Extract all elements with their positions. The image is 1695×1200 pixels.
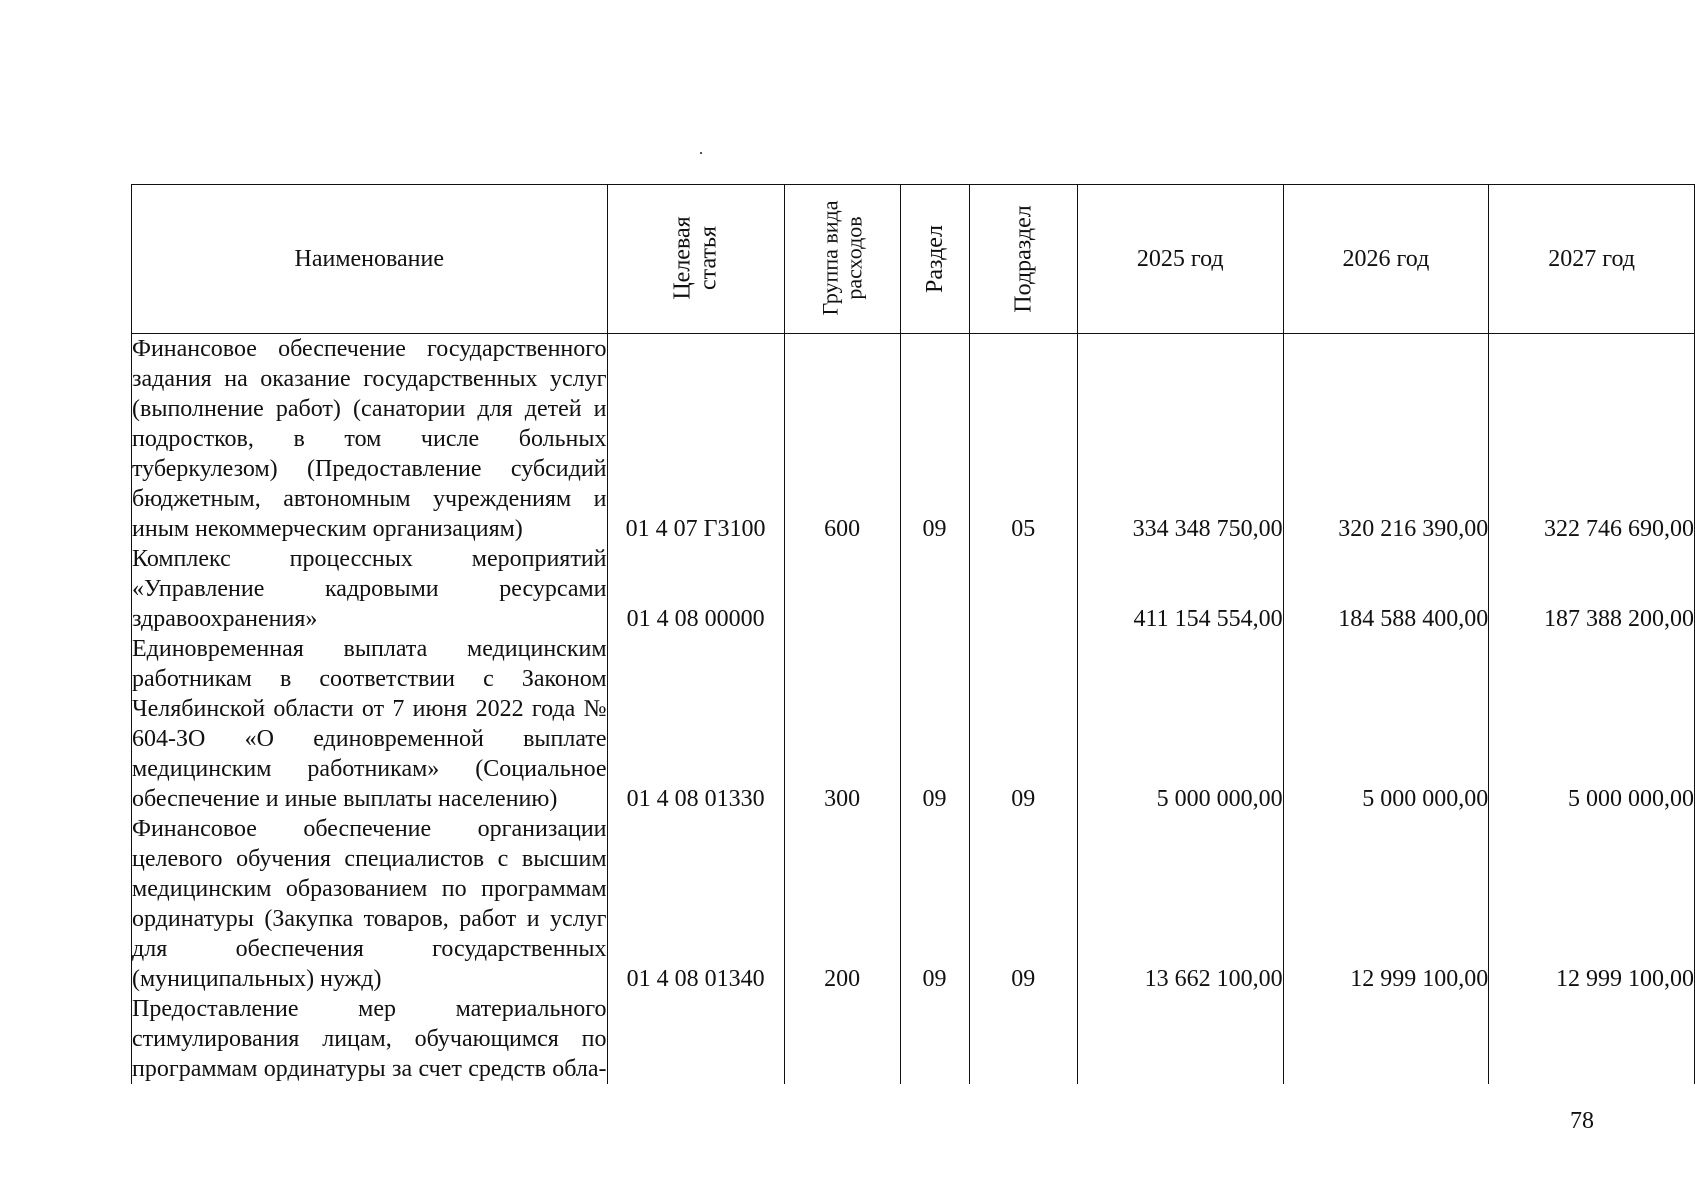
table-row bbox=[132, 334, 1695, 545]
table-row bbox=[132, 814, 1695, 994]
header-expense-group: Группа вида расходов bbox=[784, 185, 900, 334]
header-name: Наименование bbox=[132, 185, 608, 334]
row-2026: 320 216 390,00 bbox=[1283, 334, 1489, 545]
row-2025 bbox=[1077, 994, 1283, 1084]
row-2027: 12 999 100,00 bbox=[1489, 814, 1695, 994]
row-section: 09 bbox=[900, 634, 969, 814]
row-section: 09 bbox=[900, 814, 969, 994]
row-group bbox=[784, 544, 900, 634]
row-2027: 5 000 000,00 bbox=[1489, 634, 1695, 814]
row-subsection: 09 bbox=[969, 814, 1077, 994]
row-name: Комплекс процессных мероприятий «Управление кадровыми ресурсами здравоохранения» bbox=[132, 546, 607, 632]
row-section bbox=[900, 994, 969, 1084]
table-row bbox=[132, 544, 1695, 634]
row-code: 01 4 08 01340 bbox=[607, 814, 784, 994]
row-group: 300 bbox=[784, 634, 900, 814]
header-subsection: Подраздел bbox=[969, 185, 1077, 334]
row-2026: 12 999 100,00 bbox=[1283, 814, 1489, 994]
header-target-article: Целевая статья bbox=[607, 185, 784, 334]
row-name: Единовременная выплата медицинским работникам в соответствии с Законом Челябинской области от 7 июня 2022 года № 604-ЗО «О единовременной выплате медицинским работникам» (Социальное обеспечение и иные выплаты населению) bbox=[132, 636, 607, 812]
row-subsection bbox=[969, 994, 1077, 1084]
page-number: 78 bbox=[1570, 1108, 1594, 1134]
budget-table bbox=[131, 184, 1695, 1084]
row-code: 01 4 07 Г3100 bbox=[607, 334, 784, 545]
row-name: Предоставление мер материального стимулирования лицам, обучающимся по программам ординатуры за счет средств обла- bbox=[132, 996, 607, 1082]
row-2026 bbox=[1283, 994, 1489, 1084]
table-row bbox=[132, 994, 1695, 1084]
row-name: Финансовое обеспечение государственного задания на оказание государственных услуг (выполнение работ) (санатории для детей и подростков, в том числе больных туберкулезом) (Предоставление субсидий бюджетным, автономным учреждениям и иным некоммерческим организациям) bbox=[132, 334, 608, 545]
row-2027: 187 388 200,00 bbox=[1489, 544, 1695, 634]
row-section bbox=[900, 544, 969, 634]
header-section: Раздел bbox=[900, 185, 969, 334]
row-2027 bbox=[1489, 994, 1695, 1084]
row-code bbox=[607, 994, 784, 1084]
table-header-row bbox=[132, 185, 1695, 334]
row-subsection: 09 bbox=[969, 634, 1077, 814]
row-2025: 13 662 100,00 bbox=[1077, 814, 1283, 994]
row-2025: 411 154 554,00 bbox=[1077, 544, 1283, 634]
row-2025: 334 348 750,00 bbox=[1077, 334, 1283, 545]
row-group bbox=[784, 994, 900, 1084]
scan-speck bbox=[700, 152, 702, 154]
row-subsection: 05 bbox=[969, 334, 1077, 545]
row-group: 600 bbox=[784, 334, 900, 545]
row-group: 200 bbox=[784, 814, 900, 994]
header-2027: 2027 год bbox=[1489, 185, 1695, 334]
row-section: 09 bbox=[900, 334, 969, 545]
header-2025: 2025 год bbox=[1077, 185, 1283, 334]
header-2026: 2026 год bbox=[1283, 185, 1489, 334]
row-code: 01 4 08 00000 bbox=[607, 544, 784, 634]
table-row bbox=[132, 634, 1695, 814]
row-code: 01 4 08 01330 bbox=[607, 634, 784, 814]
row-subsection bbox=[969, 544, 1077, 634]
row-name: Финансовое обеспечение организации целевого обучения специалистов с высшим медицинским образованием по программам ординатуры (Закупка товаров, работ и услуг для обеспечения государственных (муниципальных) нужд) bbox=[132, 816, 607, 992]
row-2027: 322 746 690,00 bbox=[1489, 334, 1695, 545]
row-2025: 5 000 000,00 bbox=[1077, 634, 1283, 814]
row-2026: 184 588 400,00 bbox=[1283, 544, 1489, 634]
row-2026: 5 000 000,00 bbox=[1283, 634, 1489, 814]
